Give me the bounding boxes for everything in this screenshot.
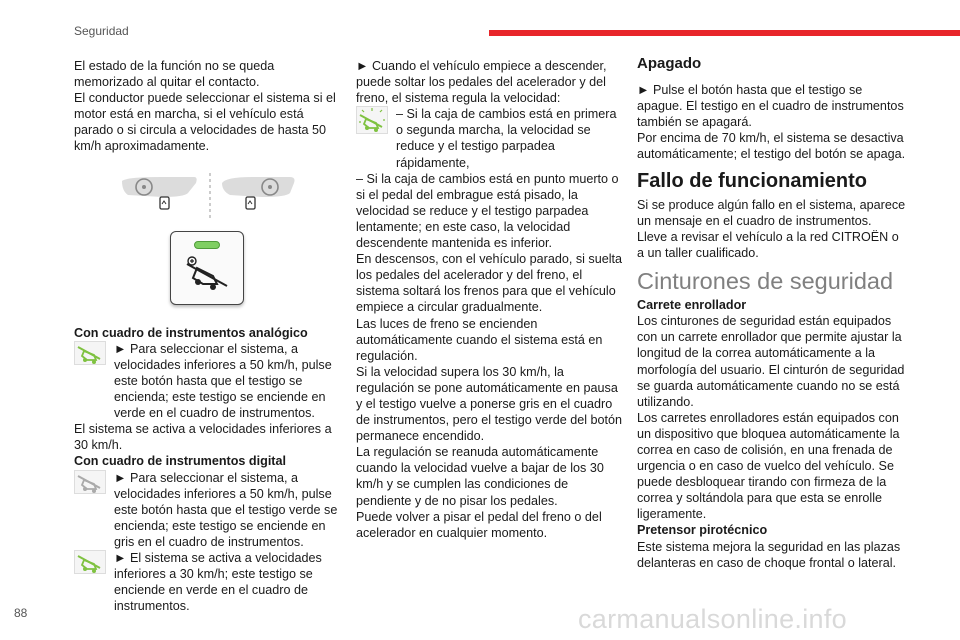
paragraph: ► El sistema se activa a velocidades inferiores a 30 km/h; este testigo se enciende en verde en el cuadro de instrumentos. <box>114 550 322 614</box>
chapter-heading-cinturones: Cinturones de seguridad <box>637 268 894 295</box>
instruction-with-icon <box>74 470 342 550</box>
dashboard-locations-illustration <box>122 173 297 219</box>
subheading: Con cuadro de instrumentos digital <box>74 454 287 469</box>
subheading: Con cuadro de instrumentos analógico <box>74 325 308 340</box>
instruction-with-icon <box>74 341 342 421</box>
paragraph: Lleve a revisar el vehículo a la red CITROËN o a un taller cualificado. <box>637 229 899 260</box>
paragraph: Los cinturones de seguridad están equipados con un carrete enrollador que permite ajustar la longitud de la correa automáticamente a la morfología del usuario. El cinturón de seguridad se guarda automáticamente cuando no se está utilizando. <box>637 314 905 409</box>
paragraph: En descensos, con el vehículo parado, si suelta los pedales del acelerador y del freno, el sistema soltará los frenos para que el vehículo empiece a circular gradualmente. <box>356 252 623 315</box>
running-header: Seguridad <box>74 24 129 38</box>
paragraph: ► Cuando el vehículo empiece a descender, puede soltar los pedales del acelerador y del freno, el sistema regula la velocidad: <box>356 59 607 106</box>
hill-descent-icon <box>183 254 231 294</box>
paragraph: ► Para seleccionar el sistema, a velocidades inferiores a 50 km/h, pulse este botón hasta que el testigo verde se encienda; este testigo se enciende en gris en el cuadro de instrumentos. <box>114 470 338 549</box>
paragraph: El sistema se activa a velocidades inferiores a 30 km/h. <box>74 422 332 453</box>
paragraph: Por encima de 70 km/h, el sistema se desactiva automáticamente; el testigo del botón se apaga. <box>637 131 906 162</box>
paragraph: Puede volver a pisar el pedal del freno o del acelerador en cualquier momento. <box>356 509 602 540</box>
hill-descent-flashing-light-icon <box>356 106 388 134</box>
column-1 <box>74 58 342 614</box>
paragraph: El estado de la función no se queda memorizado al quitar el contacto. <box>74 59 275 90</box>
paragraph: Si la velocidad supera los 30 km/h, la regulación se pone automáticamente en pausa y el testigo vuelve a ponerse gris en el cuadro de instrumentos, pero el testigo verde del botón permanece encendido. <box>356 364 623 444</box>
paragraph: ► Para seleccionar el sistema, a velocidades inferiores a 50 km/h, pulse este botón hasta que el testigo se encienda; este testigo se enciende en verde en el cuadro de instrumentos. <box>114 341 332 421</box>
subheading: Pretensor pirotécnico <box>637 523 768 538</box>
column-2 <box>356 58 624 541</box>
paragraph: Si se produce algún fallo en el sistema, aparece un mensaje en el cuadro de instrumentos. <box>637 197 906 228</box>
instruction-with-icon <box>74 550 342 614</box>
subheading: Carrete enrollador <box>637 298 747 313</box>
section-heading-fallo: Fallo de funcionamiento <box>637 169 868 192</box>
paragraph: Las luces de freno se encienden automáticamente cuando el sistema está en regulación. <box>356 316 603 363</box>
indicator-lamp <box>194 241 220 249</box>
hill-descent-button-illustration <box>170 231 244 305</box>
paragraph: El conductor puede seleccionar el sistema si el motor está en marcha, si el vehículo está parado o si circula a velocidades de hasta 50 km/h aproximadamente. <box>74 91 336 154</box>
paragraph: ► Pulse el botón hasta que el testigo se apague. El testigo en el cuadro de instrumentos también se apagará. <box>637 83 904 130</box>
paragraph: Los carretes enrolladores están equipados con un dispositivo que bloquea automáticamente la correa en caso de colisión, en una frenada de urgencia o en caso de vuelco del vehículo. Se puede desbloquear tirando con firmeza de la correa y soltándola para que esta se enrolle ligeramente. <box>637 410 900 522</box>
watermark: carmanualsonline.info <box>578 604 847 634</box>
header-accent-bar <box>489 30 960 36</box>
hill-descent-green-light-icon <box>74 550 106 574</box>
page-number: 88 <box>14 606 28 620</box>
instruction-with-icon <box>356 106 624 170</box>
paragraph: La regulación se reanuda automáticamente cuando la velocidad vuelve a bajar de los 30 km/h y se cumplen las condiciones de pendiente y de no pisar los pedales. <box>356 445 604 508</box>
paragraph: Este sistema mejora la seguridad en las plazas delanteras en caso de choque frontal o lateral. <box>637 539 901 570</box>
paragraph: – Si la caja de cambios está en primera o segunda marcha, la velocidad se reduce y el testigo parpadea rápidamente, <box>396 107 617 170</box>
hill-descent-grey-light-icon <box>74 470 106 494</box>
column-3 <box>637 56 907 571</box>
paragraph: – Si la caja de cambios está en punto muerto o si el pedal del embrague está pisado, la velocidad se reduce y el testigo parpadea lentamente; en este caso, la velocidad descendente mantenida es inferior. <box>356 171 619 251</box>
section-heading-apagado: Apagado <box>637 55 702 72</box>
hill-descent-warning-light-icon <box>74 341 106 365</box>
